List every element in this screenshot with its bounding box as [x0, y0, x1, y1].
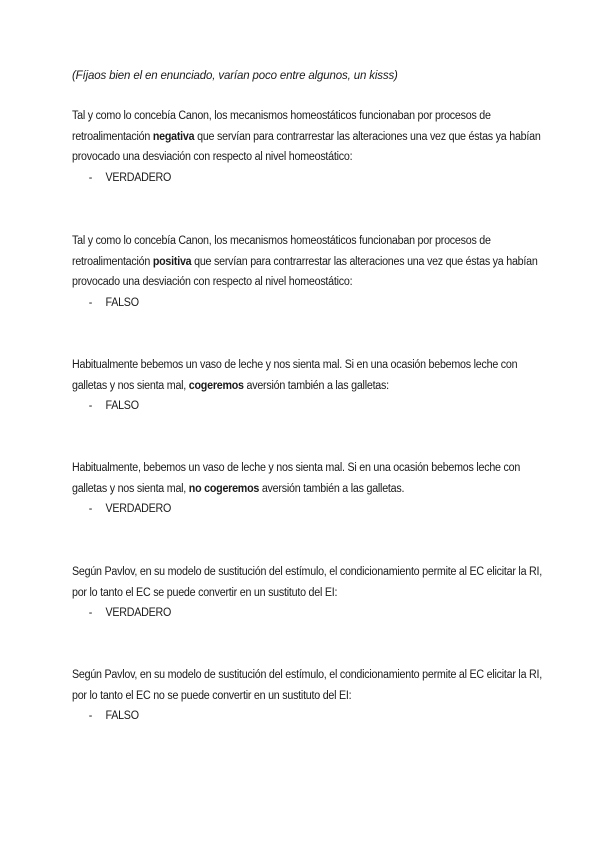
question-3-line-2 — [72, 376, 509, 397]
question-5-answer — [72, 603, 509, 624]
answer-dash: - — [88, 503, 93, 515]
question-3-text-cont: aversión también a las galletas: — [243, 379, 389, 392]
question-6 — [72, 665, 542, 727]
question-2-text-cont: que servían para contrarrestar las alteraciones una vez que éstas ya habían — [191, 255, 538, 268]
question-1-line-2 — [72, 127, 541, 148]
question-2-text: retroalimentación — [72, 255, 153, 268]
question-3-keyword: cogeremos — [188, 379, 244, 392]
question-3-line-1: Habitualmente bebemos un vaso de leche y nos sienta mal. Si en una ocasión bebemos leche con — [72, 359, 518, 371]
question-2-line-3: provocado una desviación con respecto al nivel homeostático: — [72, 276, 353, 288]
answer-value: FALSO — [105, 400, 139, 412]
question-4-line-2 — [72, 479, 509, 500]
question-1-text: retroalimentación — [72, 130, 153, 143]
question-1-keyword: negativa — [152, 130, 195, 143]
question-4-text-cont: aversión también a las galletas. — [259, 482, 405, 495]
answer-dash: - — [88, 607, 93, 619]
question-3-text: galletas y nos sienta mal, — [72, 379, 189, 392]
answer-value: VERDADERO — [105, 171, 172, 184]
question-3 — [72, 355, 518, 417]
intro-note: (Fíjaos bien el en enunciado, varían poco entre algunos, un kisss) — [72, 70, 398, 82]
question-2 — [72, 231, 538, 313]
question-1-answer — [72, 168, 509, 189]
answer-dash: - — [88, 400, 93, 412]
answer-dash: - — [88, 171, 93, 184]
question-2-answer — [72, 293, 509, 314]
question-5-line-1: Según Pavlov, en su modelo de sustitución del estímulo, el condicionamiento permite al EC elicitar la RI, — [72, 566, 542, 578]
question-5-line-2: por lo tanto el EC se puede convertir en un sustituto del EI: — [72, 586, 338, 599]
answer-value: VERDADERO — [105, 503, 172, 515]
question-5 — [72, 562, 542, 624]
question-4-text: galletas y nos sienta mal, — [72, 482, 189, 495]
question-1 — [72, 106, 541, 188]
answer-dash: - — [88, 296, 93, 309]
question-1-line-1: Tal y como lo concebía Canon, los mecanismos homeostáticos funcionaban por procesos de — [72, 110, 491, 122]
question-4 — [72, 458, 521, 520]
question-2-line-2 — [72, 252, 538, 273]
question-3-answer — [72, 396, 509, 417]
question-4-line-1: Habitualmente, bebemos un vaso de leche y nos sienta mal. Si en una ocasión bebemos leche con — [72, 462, 521, 474]
answer-value: VERDADERO — [105, 607, 172, 619]
question-1-text-cont: que servían para contrarrestar las alteraciones una vez que éstas ya habían — [194, 130, 541, 143]
question-1-line-3: provocado una desviación con respecto al nivel homeostático: — [72, 151, 353, 163]
question-4-answer — [72, 499, 509, 520]
answer-value: FALSO — [105, 710, 139, 722]
question-6-line-2: por lo tanto el EC no se puede convertir en un sustituto del EI: — [72, 689, 352, 702]
question-2-line-1: Tal y como lo concebía Canon, los mecanismos homeostáticos funcionaban por procesos de — [72, 235, 491, 247]
answer-dash: - — [88, 710, 93, 722]
question-6-answer — [72, 706, 509, 727]
question-6-line-1: Según Pavlov, en su modelo de sustitución del estímulo, el condicionamiento permite al EC elicitar la RI, — [72, 669, 542, 681]
question-2-keyword: positiva — [152, 255, 192, 268]
question-4-keyword: no cogeremos — [188, 482, 260, 495]
answer-value: FALSO — [105, 296, 139, 309]
